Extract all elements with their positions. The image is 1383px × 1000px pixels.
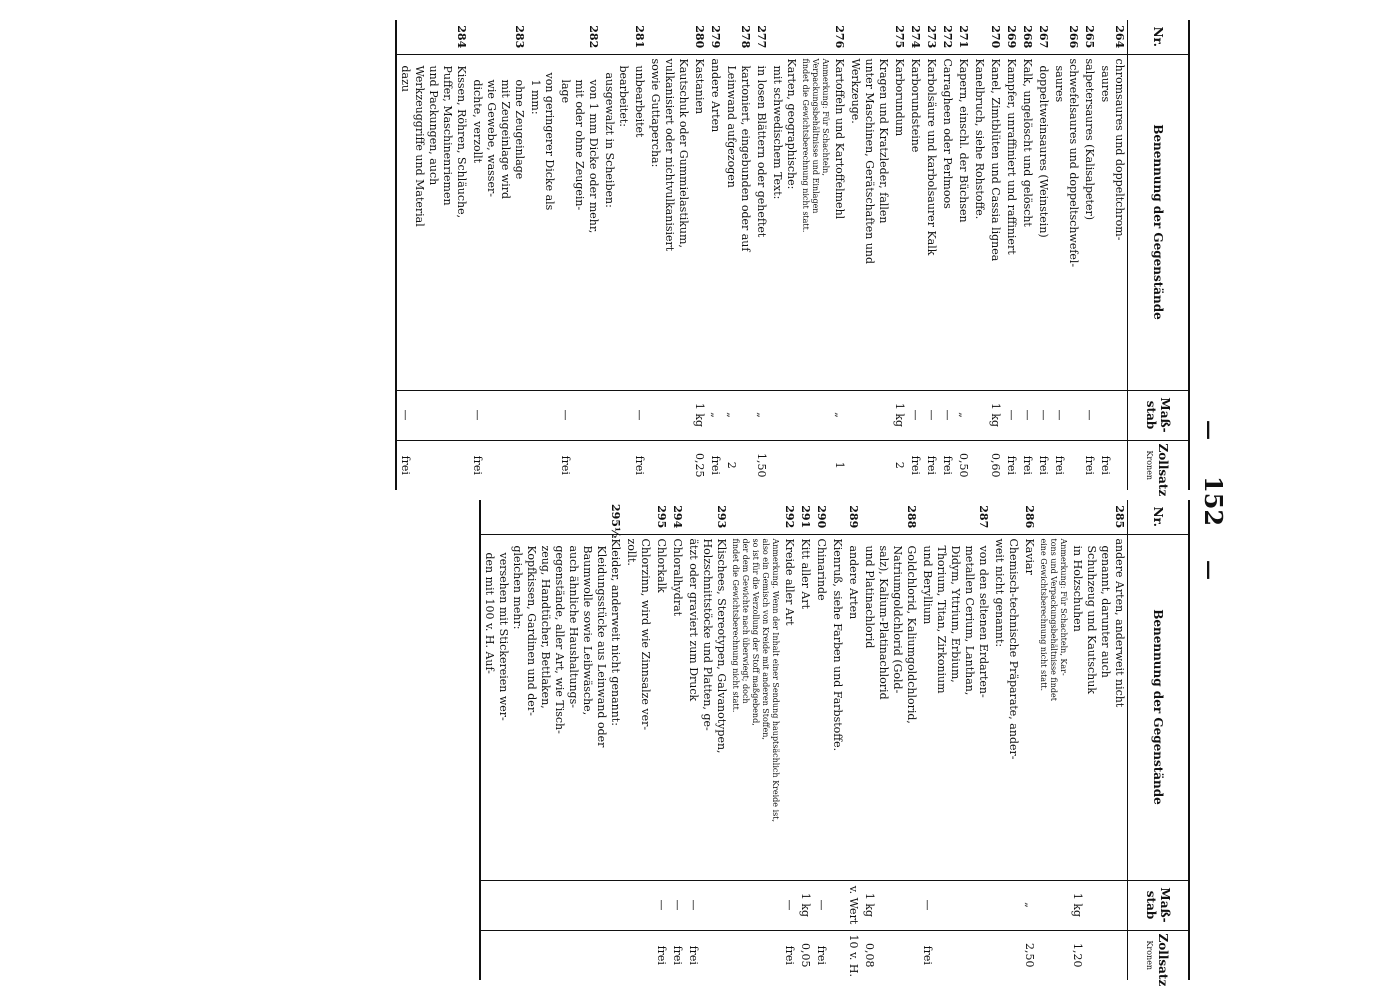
item-unit: „	[955, 390, 971, 440]
item-description: Chemisch-technische Präparate, ander- weit nicht genannt:	[991, 534, 1021, 880]
item-number: 277	[755, 25, 768, 49]
item-number: 267	[1037, 25, 1050, 49]
header-rate: Zollsatz Kronen	[1128, 930, 1189, 980]
item-number: 284	[455, 25, 468, 49]
item-number	[1037, 500, 1069, 534]
table-row	[861, 500, 919, 980]
item-description: Kautschuk oder Gummielastikum, vulkanisiert oder nichtvulkanisiert sowie Guttapercha:	[647, 54, 691, 390]
item-number: 280	[693, 25, 706, 49]
item-description: andere Arten, anderweit nicht genannt, darunter auch Schuhzeug und Kautschuk in Holzschuhen	[1069, 534, 1128, 880]
item-rate: frei	[813, 930, 829, 980]
table-row	[1019, 20, 1035, 490]
item-number: 291	[799, 505, 812, 529]
header-nr: Nr.	[1128, 500, 1189, 534]
table-body-right	[481, 500, 1128, 980]
item-description: ohne Zeugeinlage mit Zeugeinlage wird wie Gewebe, wasser- dichte, verzollt	[469, 54, 527, 390]
item-unit	[527, 390, 557, 440]
item-number: 272	[941, 25, 954, 49]
item-description: Anmerkung. Wenn der Inhalt einer Sendung hauptsächlich Kreide ist, also ein Gemisch von Kreide mit anderen Stoffen, so ist für die Verzollung der Stoff maßgebend, der dem Gewichte nach überwiegt; doch findet die Gewichtsberechnung nicht statt.	[729, 534, 781, 880]
table-row	[707, 20, 723, 490]
item-rate: frei	[781, 930, 797, 980]
item-description: Kienruß, siehe Farben und Farbstoffe.	[829, 534, 845, 880]
item-description: Anmerkung: Für Schachteln, Verpackungsbehältnisse und Einlagen findet die Gewichtsberechnung nicht statt.	[799, 54, 831, 390]
table-row	[847, 20, 891, 490]
item-description: Kartoffeln und Kartoffelmehl	[831, 54, 847, 390]
item-number: 294	[671, 505, 684, 529]
header-description: Benennung der Gegenstände	[1128, 54, 1189, 390]
item-unit: —	[397, 390, 469, 440]
item-number	[527, 20, 557, 54]
table-row	[845, 500, 861, 980]
item-rate	[769, 440, 799, 490]
table-row	[729, 500, 781, 980]
item-description: von 1 mm Dicke oder mehr, mit oder ohne Zeugein- lage	[557, 54, 601, 390]
item-number: 274	[909, 25, 922, 49]
item-unit: —	[923, 390, 939, 440]
table-row	[557, 20, 601, 490]
item-rate: frei	[1035, 440, 1051, 490]
item-description: Karten, geographische: mit schwedischem Text:	[769, 54, 799, 390]
table-row	[831, 20, 847, 490]
item-number: 279	[709, 25, 722, 49]
table-row	[919, 500, 991, 980]
item-number: 265	[1083, 25, 1096, 49]
item-unit	[481, 880, 623, 930]
header-dash-left: —	[1198, 420, 1222, 440]
item-unit: —	[1081, 390, 1097, 440]
table-row	[669, 500, 685, 980]
item-unit	[769, 390, 799, 440]
item-number: 281	[633, 25, 646, 49]
item-number: 288	[905, 505, 918, 529]
header-dash-right: —	[1198, 560, 1222, 580]
item-number	[991, 500, 1021, 534]
item-rate: 0,05	[797, 930, 813, 980]
header-unit: Maß-stab	[1128, 390, 1189, 440]
item-number	[799, 20, 831, 54]
item-unit	[799, 390, 831, 440]
item-rate	[971, 440, 987, 490]
item-unit	[647, 390, 691, 440]
item-description: Kapern, einschl. der Büchsen	[955, 54, 971, 390]
item-rate: 1	[831, 440, 847, 490]
item-description: Chlorkalk	[653, 534, 669, 880]
item-description: unbearbeitet	[631, 54, 647, 390]
digitization-credit-sidebar	[0, 0, 18, 1000]
item-number: 286	[1023, 505, 1036, 529]
item-number	[601, 20, 631, 54]
item-unit: „	[707, 390, 723, 440]
table-row	[797, 500, 813, 980]
item-unit: —	[781, 880, 797, 930]
item-rate: frei	[939, 440, 955, 490]
table-row	[1097, 20, 1128, 490]
table-row	[631, 20, 647, 490]
table-body-left	[397, 20, 1128, 490]
item-rate: frei	[1097, 440, 1128, 490]
item-unit	[623, 880, 653, 930]
item-unit: —	[653, 880, 669, 930]
item-unit: 1 kg	[987, 390, 1003, 440]
item-rate: 10 v. H.	[845, 930, 861, 980]
item-rate: 1,50	[753, 440, 769, 490]
item-unit: —	[685, 880, 729, 930]
item-description: schwefelsaures und doppeltschwefel- saures	[1051, 54, 1081, 390]
item-number: 264	[1113, 25, 1126, 49]
digitization-credit	[0, 0, 2, 990]
item-rate: frei	[1003, 440, 1019, 490]
table-row	[955, 20, 971, 490]
item-rate: frei	[907, 440, 923, 490]
item-description: Kleider, anderweit nicht genannt: Kleidungsstücke aus Leinwand oder Baumwolle sowie Leibwäsche, auch ähnliche Haushaltungs- gegenstände, aller Art, wie Tisch- zeug, Handtücher, Bettlaken, Kopfkissen, Gardinen und der- gleichen mehr: versehen mit Stickereien wer- den mit 100 v. H. Auf-	[481, 534, 623, 880]
item-number: 271	[957, 25, 970, 49]
item-unit: 1 kg	[691, 390, 707, 440]
item-number	[971, 20, 987, 54]
table-row	[1003, 20, 1019, 490]
item-rate: frei	[557, 440, 601, 490]
item-number: 276	[833, 25, 846, 49]
item-rate: 1,20	[1069, 930, 1128, 980]
table-row	[397, 20, 469, 490]
item-unit: —	[919, 880, 991, 930]
item-unit	[991, 880, 1021, 930]
header-unit: Maß-stab	[1128, 880, 1189, 930]
item-number: 283	[513, 25, 526, 49]
item-unit: 1 kg	[891, 390, 907, 440]
item-description: Kaviar	[1021, 534, 1037, 880]
table-row	[623, 500, 653, 980]
table-row	[647, 20, 691, 490]
item-number: 293	[715, 505, 728, 529]
item-description: Karbolsäure und karbolsaurer Kalk	[923, 54, 939, 390]
table-row	[907, 20, 923, 490]
item-description: andere Arten	[845, 534, 861, 880]
item-unit: —	[669, 880, 685, 930]
table-row	[971, 20, 987, 490]
item-rate: 0,25	[691, 440, 707, 490]
item-rate: frei	[1051, 440, 1081, 490]
tariff-table-left	[395, 20, 1190, 497]
item-description: Karborundsteine	[907, 54, 923, 390]
item-description: Kampfer, unraffiniert und raffiniert	[1003, 54, 1019, 390]
tariff-table-right	[479, 500, 1190, 987]
item-description: Chinarinde	[813, 534, 829, 880]
item-rate: 2,50	[1021, 930, 1037, 980]
table-row	[799, 20, 831, 490]
item-rate: frei	[653, 930, 669, 980]
table-row	[923, 20, 939, 490]
item-unit	[1097, 390, 1128, 440]
item-description: salpetersaures (Kalisalpeter)	[1081, 54, 1097, 390]
item-description: in losen Blättern oder geheftet	[753, 54, 769, 390]
item-description: Klischees, Stereotypen, Galvanotypen, Holzschnittstöcke und Platten, ge- ätzt oder graviert zum Druck	[685, 534, 729, 880]
table-row	[781, 500, 797, 980]
table-row	[813, 500, 829, 980]
item-rate: frei	[397, 440, 469, 490]
item-description: doppeltweinsaures (Weinstein)	[1035, 54, 1051, 390]
item-description: Goldchlorid, Kaliumgoldchlorid, Natriumgoldchlorid (Gold- salz), Kalium-Platinachlorid und Platinachlorid	[861, 534, 919, 880]
table-row	[753, 20, 769, 490]
item-number	[847, 20, 891, 54]
item-number: 295	[655, 505, 668, 529]
item-rate	[1037, 930, 1069, 980]
table-row	[769, 20, 799, 490]
table-row	[1035, 20, 1051, 490]
item-unit	[1037, 880, 1069, 930]
item-rate	[991, 930, 1021, 980]
item-unit: —	[1051, 390, 1081, 440]
item-unit: „	[1021, 880, 1037, 930]
item-unit: —	[1019, 390, 1035, 440]
item-description: Kalk, ungelöscht und gelöscht	[1019, 54, 1035, 390]
table-row	[1081, 20, 1097, 490]
item-unit: 1 kg	[861, 880, 919, 930]
item-number	[729, 500, 781, 534]
item-unit: 1 kg	[1069, 880, 1128, 930]
table-row	[469, 20, 527, 490]
item-rate	[481, 930, 623, 980]
table-row	[527, 20, 557, 490]
item-unit	[729, 880, 781, 930]
header-rate: Zollsatz Kronen	[1128, 440, 1189, 490]
table-row	[991, 500, 1021, 980]
item-rate: 0,08	[861, 930, 919, 980]
item-description: Karborundum	[891, 54, 907, 390]
table-row	[1051, 20, 1081, 490]
table-row	[1037, 500, 1069, 980]
page-number: 152	[1199, 476, 1228, 527]
item-unit: 1 kg	[797, 880, 813, 930]
item-description: chromsaures und doppeltchrom- saures	[1097, 54, 1128, 390]
item-description: von geringerer Dicke als 1 mm:	[527, 54, 557, 390]
item-number: 275	[893, 25, 906, 49]
item-number: 290	[815, 505, 828, 529]
item-description: Carragheen oder Perlmoos	[939, 54, 955, 390]
item-unit	[847, 390, 891, 440]
item-description: bearbeitet: ausgewalzt in Scheiben:	[601, 54, 631, 390]
item-rate: frei	[923, 440, 939, 490]
item-description: andere Arten	[707, 54, 723, 390]
item-number: 292	[783, 505, 796, 529]
item-unit	[601, 390, 631, 440]
item-rate: frei	[469, 440, 527, 490]
item-rate	[647, 440, 691, 490]
item-number	[623, 500, 653, 534]
item-number: 268	[1021, 25, 1034, 49]
item-unit: „	[723, 390, 753, 440]
item-rate: frei	[919, 930, 991, 980]
item-unit: —	[939, 390, 955, 440]
item-rate: frei	[1019, 440, 1035, 490]
table-row	[1069, 500, 1128, 980]
item-number: 270	[989, 25, 1002, 49]
item-rate	[527, 440, 557, 490]
item-number: 269	[1005, 25, 1018, 49]
item-number	[769, 20, 799, 54]
item-number: 278	[739, 25, 752, 49]
table-row	[723, 20, 753, 490]
header-nr: Nr.	[1128, 20, 1189, 54]
item-unit: —	[1035, 390, 1051, 440]
item-description: kartoniert, eingebunden oder auf Leinwand aufgezogen	[723, 54, 753, 390]
item-unit: —	[907, 390, 923, 440]
item-rate	[729, 930, 781, 980]
item-unit: —	[557, 390, 601, 440]
table-header-row	[1128, 20, 1189, 490]
item-unit: —	[1003, 390, 1019, 440]
item-unit: —	[631, 390, 647, 440]
item-description: Kissen, Röhren, Schläuche, Puffer, Maschinenriemen und Packungen, auch Werkzeuggriffe und Material dazu	[397, 54, 469, 390]
table-row	[653, 500, 669, 980]
item-rate: frei	[1081, 440, 1097, 490]
item-description: Kanel, Zimtblüten und Cassia lignea	[987, 54, 1003, 390]
item-number: 287	[977, 505, 990, 529]
item-unit: „	[831, 390, 847, 440]
item-unit: —	[469, 390, 527, 440]
table-header-row	[1128, 500, 1189, 980]
item-description: Kreide aller Art	[781, 534, 797, 880]
item-description: Kanelbruch, siehe Rohstoffe.	[971, 54, 987, 390]
item-rate: 0,60	[987, 440, 1003, 490]
table-row	[691, 20, 707, 490]
item-rate: frei	[707, 440, 723, 490]
item-number	[647, 20, 691, 54]
item-rate: frei	[669, 930, 685, 980]
item-description: Kragen und Kratzleder, fallen unter Maschinen, Gerätschaften und Werkzeuge.	[847, 54, 891, 390]
item-number: 282	[587, 25, 600, 49]
item-description: Kastanien	[691, 54, 707, 390]
item-rate: frei	[631, 440, 647, 490]
item-unit: v. Wert	[845, 880, 861, 930]
item-rate	[799, 440, 831, 490]
item-rate	[601, 440, 631, 490]
table-row	[987, 20, 1003, 490]
item-number: 295½	[609, 504, 622, 539]
item-rate	[829, 930, 845, 980]
item-unit: „	[753, 390, 769, 440]
item-rate	[847, 440, 891, 490]
header-description: Benennung der Gegenstände	[1128, 534, 1189, 880]
table-row	[601, 20, 631, 490]
item-number	[829, 500, 845, 534]
table-row	[481, 500, 623, 980]
item-number: 266	[1067, 25, 1080, 49]
item-unit: —	[813, 880, 829, 930]
item-number: 289	[847, 505, 860, 529]
item-description: Kitt aller Art	[797, 534, 813, 880]
item-description: von den seltenen Erdarten- metallen Cerium, Lanthan, Didym, Yttrium, Erbium, Thorium, Titan, Zirkonium und Beryllium	[919, 534, 991, 880]
item-description: Chloralhydrat	[669, 534, 685, 880]
item-number: 273	[925, 25, 938, 49]
item-number: 285	[1113, 505, 1126, 529]
table-row	[1021, 500, 1037, 980]
table-row	[891, 20, 907, 490]
item-rate: frei	[685, 930, 729, 980]
table-row	[685, 500, 729, 980]
item-rate: 2	[891, 440, 907, 490]
item-unit	[829, 880, 845, 930]
item-description: Chlorzinn, wird wie Zinnsalze ver- zollt.	[623, 534, 653, 880]
table-row	[939, 20, 955, 490]
item-rate: 0,50	[955, 440, 971, 490]
item-description: Anmerkung: Für Schachteln, Kar- tons und Verpackungsbehältnisse findet eine Gewichtsberechnung nicht statt.	[1037, 534, 1069, 880]
item-rate: 2	[723, 440, 753, 490]
table-row	[829, 500, 845, 980]
item-rate	[623, 930, 653, 980]
item-unit	[971, 390, 987, 440]
